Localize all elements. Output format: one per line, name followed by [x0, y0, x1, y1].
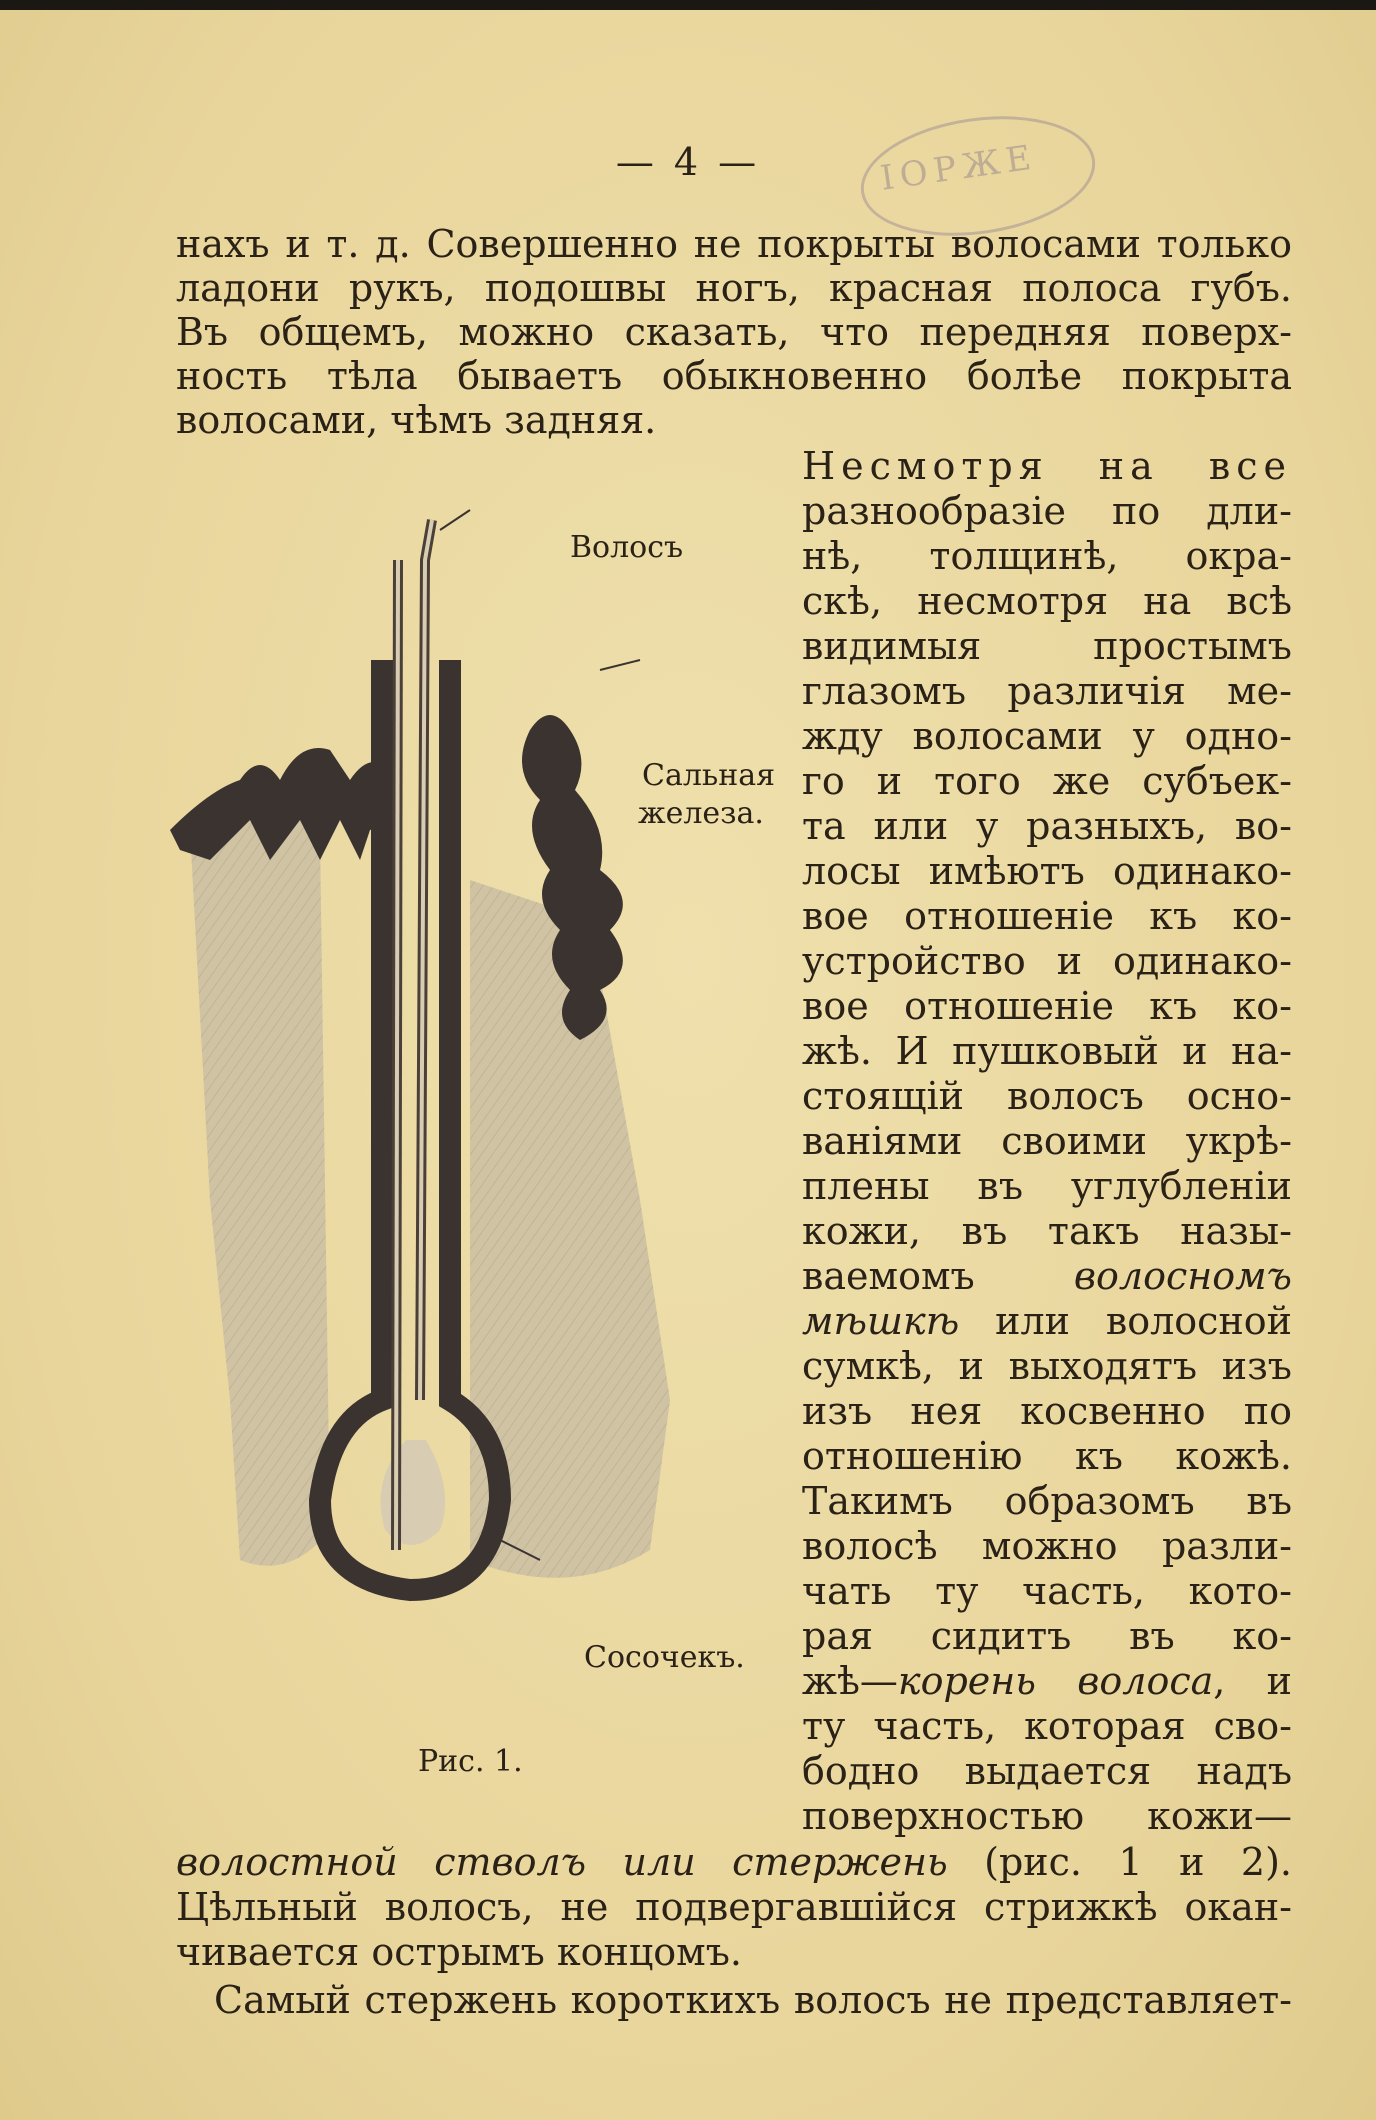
- column-text: , и: [1213, 1659, 1292, 1703]
- term-italic: волостной стволъ или стержень: [176, 1840, 948, 1884]
- label-gland-2: железа.: [638, 796, 764, 831]
- text-line: [176, 1840, 1292, 1884]
- text-run: (рис. 1 и 2).: [947, 1840, 1292, 1884]
- column-line: сумкѣ, и выходятъ изъ: [802, 1344, 1292, 1388]
- column-line: глазомъ различія ме-: [802, 669, 1292, 713]
- column-line: стоящій волосъ осно-: [802, 1074, 1292, 1118]
- column-line: видимыя простымъ: [802, 624, 1292, 668]
- column-line: рая сидитъ въ ко-: [802, 1614, 1292, 1658]
- text-line: Самый стержень короткихъ волосъ не представляет-: [214, 1978, 1292, 2022]
- column-line: скѣ, несмотря на всѣ: [802, 579, 1292, 623]
- column-line: разнообразіе по дли-: [802, 489, 1292, 533]
- column-line: го и того же субъек-: [802, 759, 1292, 803]
- column-line: [802, 1254, 1292, 1298]
- column-line: та или у разныхъ, во-: [802, 804, 1292, 848]
- column-text: ваемомъ: [802, 1254, 1074, 1298]
- column-line: плены въ углубленіи: [802, 1164, 1292, 1208]
- column-line: нѣ, толщинѣ, окра-: [802, 534, 1292, 578]
- hair-follicle-figure: [170, 500, 730, 1640]
- column-line: жѣ. И пушковый и на-: [802, 1029, 1292, 1073]
- page-number: — 4 —: [615, 140, 761, 184]
- column-line: кожи, въ такъ назы-: [802, 1209, 1292, 1253]
- text-line: волосами, чѣмъ задняя.: [176, 398, 657, 442]
- label-hair: Волосъ: [570, 530, 684, 565]
- column-line: ваніями своими укрѣ-: [802, 1119, 1292, 1163]
- column-line: отношенію къ кожѣ.: [802, 1434, 1292, 1478]
- column-line: вое отношеніе къ ко-: [802, 894, 1292, 938]
- text-line: чивается острымъ концомъ.: [176, 1930, 742, 1974]
- text-line: ность тѣла бываетъ обыкновенно болѣе покрыта: [176, 354, 1292, 398]
- term-italic: волосномъ: [1073, 1254, 1292, 1298]
- term-italic: корень волоса: [897, 1659, 1214, 1703]
- column-line: ту часть, которая сво-: [802, 1704, 1292, 1748]
- column-line: изъ нея косвенно по: [802, 1389, 1292, 1433]
- text-line: ладони рукъ, подошвы ногъ, красная полоса губъ.: [176, 266, 1292, 310]
- column-line: устройство и одинако-: [802, 939, 1292, 983]
- column-line: чать ту часть, кото-: [802, 1569, 1292, 1613]
- column-line: лосы имѣютъ одинако-: [802, 849, 1292, 893]
- column-text: жѣ—: [802, 1659, 898, 1703]
- figure-caption: Рис. 1.: [418, 1744, 523, 1779]
- column-line: Такимъ образомъ въ: [802, 1479, 1292, 1523]
- column-line: [802, 1299, 1292, 1343]
- label-gland-1: Сальная: [642, 758, 776, 793]
- papilla: [381, 1440, 446, 1545]
- column-line: [802, 1659, 1292, 1703]
- column-line: волосѣ можно разли-: [802, 1524, 1292, 1568]
- text-line: Въ общемъ, можно сказать, что передняя поверх-: [176, 310, 1292, 354]
- column-line: бодно выдается надъ: [802, 1749, 1292, 1793]
- column-line: Несмотря на все: [802, 444, 1292, 488]
- top-border: [0, 0, 1376, 10]
- text-line: нахъ и т. д. Совершенно не покрыты волосами только: [176, 222, 1292, 266]
- column-line: жду волосами у одно-: [802, 714, 1292, 758]
- text-line: Цѣльный волосъ, не подвергавшійся стрижкѣ окан-: [176, 1885, 1292, 1929]
- column-line: поверхностью кожи—: [802, 1794, 1292, 1838]
- column-line: вое отношеніе къ ко-: [802, 984, 1292, 1028]
- column-text: или волосной: [959, 1299, 1292, 1343]
- term-italic: мѣшкѣ: [802, 1299, 960, 1343]
- label-papilla: Сосочекъ.: [584, 1640, 745, 1675]
- stamp-text: ІОРЖЕ: [877, 137, 1040, 199]
